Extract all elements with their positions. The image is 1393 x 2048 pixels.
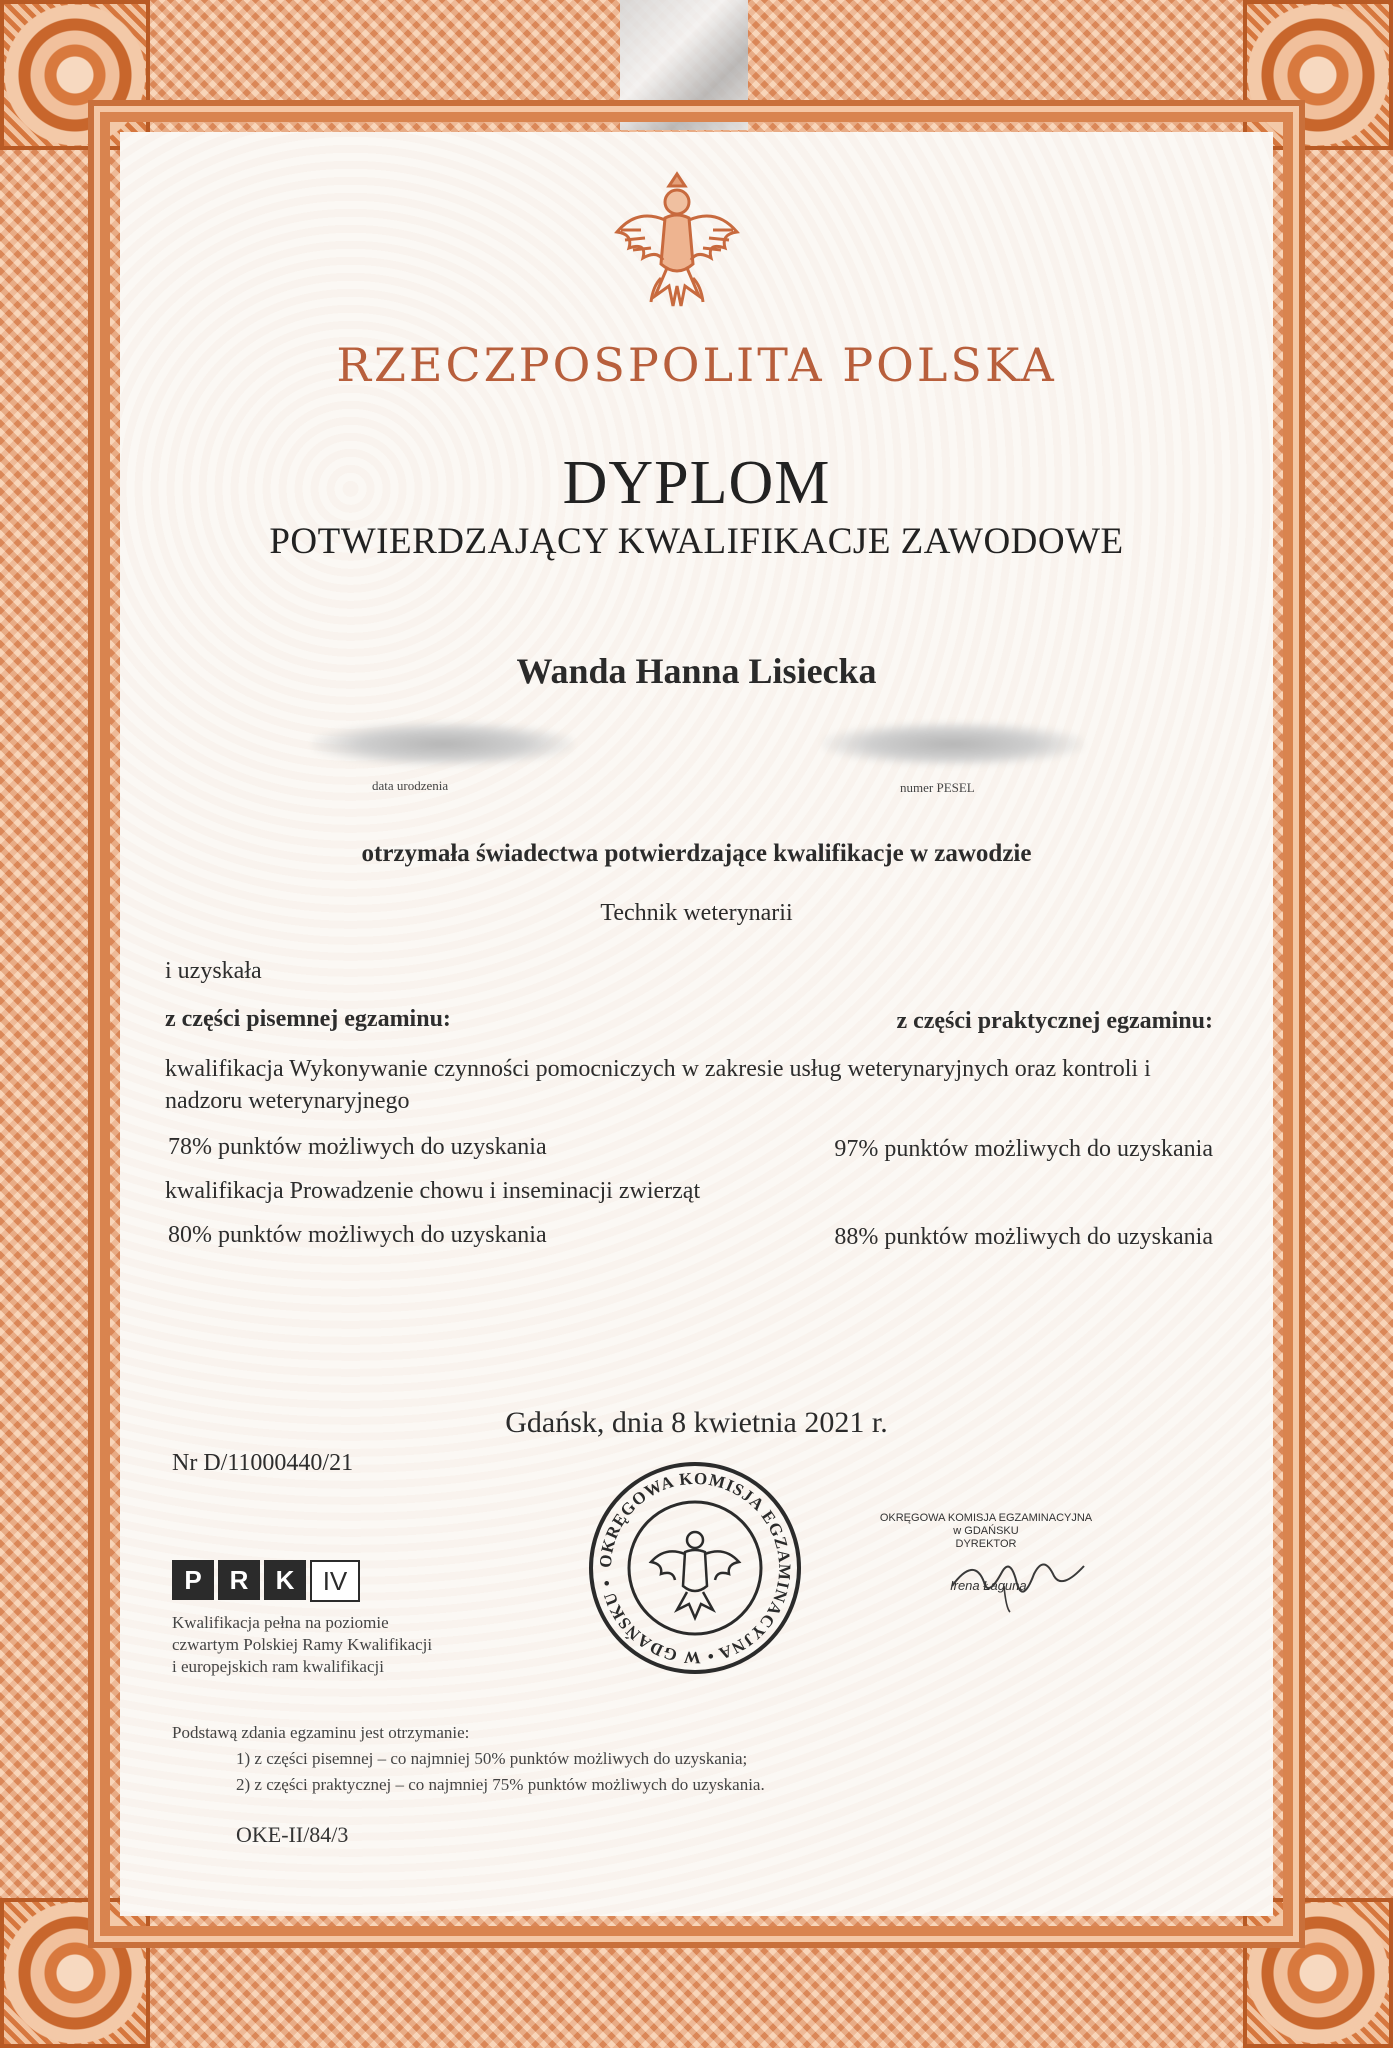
diploma-number: Nr D/11000440/21	[172, 1450, 354, 1476]
commission-line: w GDAŃSKU	[953, 1525, 1019, 1537]
qualification-2-practical-result: 88% punktów możliwych do uzyskania	[834, 1224, 1213, 1250]
country-title: RZECZPOSPOLITA POLSKA	[336, 338, 1057, 392]
redacted-pesel	[822, 722, 1084, 766]
prk-letter: K	[264, 1560, 306, 1600]
prk-level: IV	[310, 1560, 360, 1602]
commission-line: OKRĘGOWA KOMISJA EGZAMINACYJNA	[879, 1512, 1093, 1524]
prk-badge	[172, 1560, 360, 1602]
director-name: Irena Łaguna	[950, 1578, 1027, 1593]
basis-item: 2) z części praktycznej – co najmniej 75% punktów możliwych do uzyskania.	[236, 1775, 765, 1794]
commission-line: DYREKTOR	[955, 1538, 1017, 1550]
received-statement: otrzymała świadectwa potwierdzające kwalifikacje w zawodzie	[361, 840, 1032, 867]
prk-desc-line: i europejskich ram kwalifikacji	[172, 1657, 384, 1676]
place-and-date: Gdańsk, dnia 8 kwietnia 2021 r.	[505, 1406, 888, 1439]
qualification-1-name-cont: nadzoru weterynaryjnego	[165, 1088, 410, 1114]
exam-basis	[172, 1720, 765, 1798]
basis-item: 1) z części pisemnej – co najmniej 50% punktów możliwych do uzyskania;	[236, 1749, 748, 1768]
practical-part-heading: z części praktycznej egzaminu:	[896, 1008, 1213, 1034]
eagle-emblem-icon	[607, 168, 747, 318]
written-part-heading: z części pisemnej egzaminu:	[165, 1006, 451, 1032]
qualification-1-written-result: 78% punktów możliwych do uzyskania	[168, 1134, 547, 1160]
qualification-2-written-result: 80% punktów możliwych do uzyskania	[168, 1222, 547, 1248]
qualification-1-practical-result: 97% punktów możliwych do uzyskania	[834, 1136, 1213, 1162]
holder-name: Wanda Hanna Lisiecka	[516, 651, 877, 691]
form-code: OKE-II/84/3	[236, 1822, 349, 1847]
document-subtitle: POTWIERDZAJĄCY KWALIFIKACJE ZAWODOWE	[269, 521, 1124, 562]
qualification-1-name: kwalifikacja Wykonywanie czynności pomocniczych w zakresie usług weterynaryjnych oraz kontroli i	[165, 1056, 1151, 1082]
qualification-2-name: kwalifikacja Prowadzenie chowu i inseminacji zwierząt	[165, 1178, 701, 1204]
official-seal-icon	[585, 1458, 805, 1678]
prk-desc-line: Kwalifikacja pełna na poziomie	[172, 1613, 389, 1632]
pesel-label: numer PESEL	[900, 780, 975, 795]
hologram-strip	[620, 0, 748, 130]
prk-description	[172, 1612, 432, 1678]
prk-letter: P	[172, 1560, 214, 1600]
svg-text:OKRĘGOWA KOMISJA EGZAMINACYJNA: OKRĘGOWA KOMISJA EGZAMINACYJNA • W GDAŃSKU •	[595, 1468, 795, 1668]
profession: Technik weterynarii	[600, 900, 793, 926]
document-title: DYPLOM	[562, 449, 831, 517]
birth-date-label: data urodzenia	[372, 778, 449, 793]
obtained-label: i uzyskała	[165, 958, 262, 984]
redacted-birth-date	[312, 722, 574, 766]
basis-intro: Podstawą zdania egzaminu jest otrzymanie:	[172, 1723, 470, 1742]
prk-letter: R	[218, 1560, 260, 1600]
prk-desc-line: czwartym Polskiej Ramy Kwalifikacji	[172, 1635, 433, 1654]
